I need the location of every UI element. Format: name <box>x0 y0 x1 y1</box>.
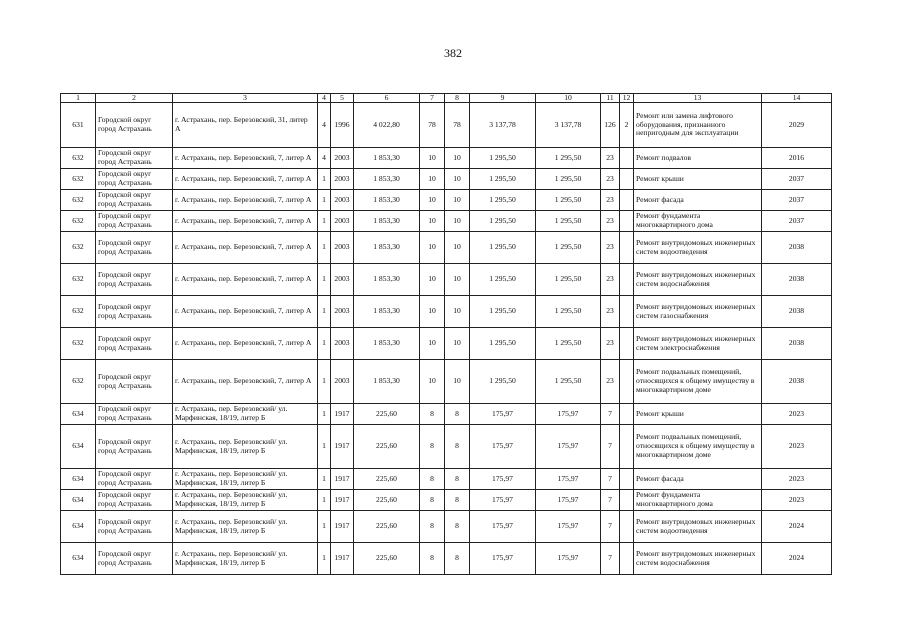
col9-cell: 1 295,50 <box>470 169 536 190</box>
area-cell: 225,60 <box>354 469 420 490</box>
col9-cell: 1 295,50 <box>470 296 536 328</box>
col12-cell <box>620 490 634 511</box>
work-type-cell: Ремонт подвальных помещений, относящихся к общему имуществу в многоквартирном доме <box>634 360 762 404</box>
table-row <box>61 360 832 404</box>
col12-cell <box>620 190 634 211</box>
row-number-cell: 634 <box>61 543 96 575</box>
work-type-cell: Ремонт крыши <box>634 169 762 190</box>
col8-cell: 10 <box>445 148 470 169</box>
year-cell: 2003 <box>331 211 354 232</box>
area-cell: 1 853,30 <box>354 264 420 296</box>
col10-cell: 1 295,50 <box>536 148 601 169</box>
row-number-cell: 634 <box>61 425 96 469</box>
work-type-cell: Ремонт фасада <box>634 469 762 490</box>
col12-cell: 2 <box>620 103 634 148</box>
area-cell: 1 853,30 <box>354 211 420 232</box>
col4-cell: 1 <box>318 360 331 404</box>
col4-cell: 1 <box>318 211 331 232</box>
district-cell: Городской округ город Астрахань <box>96 232 173 264</box>
address-cell: г. Астрахань, пер. Березовский, 7, литер А <box>173 360 318 404</box>
work-type-cell: Ремонт внутридомовых инженерных систем водоснабжения <box>634 264 762 296</box>
row-number-cell: 632 <box>61 360 96 404</box>
col9-cell: 1 295,50 <box>470 360 536 404</box>
col11-cell: 23 <box>601 148 620 169</box>
area-cell: 1 853,30 <box>354 148 420 169</box>
col10-cell: 175,97 <box>536 425 601 469</box>
planned-year-cell: 2023 <box>762 490 832 511</box>
column-header: 8 <box>445 94 470 103</box>
address-cell: г. Астрахань, пер. Березовский, 7, литер А <box>173 190 318 211</box>
row-number-cell: 632 <box>61 232 96 264</box>
col4-cell: 1 <box>318 543 331 575</box>
col12-cell <box>620 328 634 360</box>
col7-cell: 8 <box>420 543 445 575</box>
col8-cell: 10 <box>445 360 470 404</box>
col11-cell: 7 <box>601 511 620 543</box>
table-row <box>61 190 832 211</box>
col11-cell: 23 <box>601 232 620 264</box>
row-number-cell: 632 <box>61 169 96 190</box>
work-type-cell: Ремонт подвальных помещений, относящихся к общему имуществу в многоквартирном доме <box>634 425 762 469</box>
area-cell: 1 853,30 <box>354 190 420 211</box>
area-cell: 4 022,80 <box>354 103 420 148</box>
year-cell: 1917 <box>331 490 354 511</box>
header-row <box>61 94 832 103</box>
district-cell: Городской округ город Астрахань <box>96 404 173 425</box>
col4-cell: 1 <box>318 264 331 296</box>
row-number-cell: 631 <box>61 103 96 148</box>
col4-cell: 1 <box>318 490 331 511</box>
col4-cell: 1 <box>318 469 331 490</box>
planned-year-cell: 2038 <box>762 328 832 360</box>
col7-cell: 8 <box>420 404 445 425</box>
area-cell: 225,60 <box>354 511 420 543</box>
work-type-cell: Ремонт фасада <box>634 190 762 211</box>
col10-cell: 1 295,50 <box>536 264 601 296</box>
district-cell: Городской округ город Астрахань <box>96 190 173 211</box>
table-row <box>61 328 832 360</box>
col7-cell: 10 <box>420 232 445 264</box>
district-cell: Городской округ город Астрахань <box>96 148 173 169</box>
col8-cell: 8 <box>445 543 470 575</box>
col9-cell: 175,97 <box>470 490 536 511</box>
district-cell: Городской округ город Астрахань <box>96 360 173 404</box>
col7-cell: 8 <box>420 490 445 511</box>
table-row <box>61 211 832 232</box>
col8-cell: 8 <box>445 490 470 511</box>
col12-cell <box>620 425 634 469</box>
work-type-cell: Ремонт фундамента многоквартирного дома <box>634 211 762 232</box>
year-cell: 1917 <box>331 425 354 469</box>
column-header: 12 <box>620 94 634 103</box>
col7-cell: 10 <box>420 328 445 360</box>
col9-cell: 175,97 <box>470 543 536 575</box>
col8-cell: 10 <box>445 211 470 232</box>
col4-cell: 4 <box>318 148 331 169</box>
col7-cell: 10 <box>420 148 445 169</box>
col12-cell <box>620 232 634 264</box>
col4-cell: 4 <box>318 103 331 148</box>
row-number-cell: 632 <box>61 328 96 360</box>
table-row <box>61 148 832 169</box>
planned-year-cell: 2037 <box>762 190 832 211</box>
col7-cell: 10 <box>420 190 445 211</box>
column-header: 4 <box>318 94 331 103</box>
work-type-cell: Ремонт подвалов <box>634 148 762 169</box>
col8-cell: 10 <box>445 232 470 264</box>
year-cell: 2003 <box>331 264 354 296</box>
col8-cell: 8 <box>445 425 470 469</box>
planned-year-cell: 2038 <box>762 264 832 296</box>
col7-cell: 8 <box>420 425 445 469</box>
address-cell: г. Астрахань, пер. Березовский, 7, литер А <box>173 232 318 264</box>
planned-year-cell: 2038 <box>762 232 832 264</box>
column-header: 5 <box>331 94 354 103</box>
col9-cell: 3 137,78 <box>470 103 536 148</box>
row-number-cell: 632 <box>61 148 96 169</box>
col7-cell: 10 <box>420 360 445 404</box>
column-header: 2 <box>96 94 173 103</box>
year-cell: 2003 <box>331 190 354 211</box>
year-cell: 2003 <box>331 148 354 169</box>
work-type-cell: Ремонт фундамента многоквартирного дома <box>634 490 762 511</box>
column-header: 11 <box>601 94 620 103</box>
col8-cell: 8 <box>445 469 470 490</box>
planned-year-cell: 2029 <box>762 103 832 148</box>
row-number-cell: 634 <box>61 490 96 511</box>
address-cell: г. Астрахань, пер. Березовский, 7, литер А <box>173 211 318 232</box>
col12-cell <box>620 296 634 328</box>
planned-year-cell: 2023 <box>762 425 832 469</box>
year-cell: 1917 <box>331 469 354 490</box>
year-cell: 2003 <box>331 232 354 264</box>
col11-cell: 23 <box>601 190 620 211</box>
column-header: 7 <box>420 94 445 103</box>
col10-cell: 175,97 <box>536 490 601 511</box>
address-cell: г. Астрахань, пер. Березовский, 7, литер А <box>173 328 318 360</box>
planned-year-cell: 2038 <box>762 296 832 328</box>
column-header: 6 <box>354 94 420 103</box>
col4-cell: 1 <box>318 404 331 425</box>
col8-cell: 10 <box>445 169 470 190</box>
row-number-cell: 632 <box>61 264 96 296</box>
planned-year-cell: 2037 <box>762 169 832 190</box>
planned-year-cell: 2038 <box>762 360 832 404</box>
district-cell: Городской округ город Астрахань <box>96 469 173 490</box>
col9-cell: 1 295,50 <box>470 148 536 169</box>
col9-cell: 1 295,50 <box>470 232 536 264</box>
table-row <box>61 425 832 469</box>
year-cell: 1917 <box>331 404 354 425</box>
column-header: 3 <box>173 94 318 103</box>
col10-cell: 1 295,50 <box>536 360 601 404</box>
district-cell: Городской округ город Астрахань <box>96 511 173 543</box>
area-cell: 225,60 <box>354 543 420 575</box>
page-number: 382 <box>444 46 462 60</box>
district-cell: Городской округ город Астрахань <box>96 490 173 511</box>
col12-cell <box>620 148 634 169</box>
col12-cell <box>620 469 634 490</box>
address-cell: г. Астрахань, пер. Березовский/ ул. Марфинская, 18/19, литер Б <box>173 404 318 425</box>
planned-year-cell: 2016 <box>762 148 832 169</box>
col12-cell <box>620 264 634 296</box>
col7-cell: 78 <box>420 103 445 148</box>
col11-cell: 23 <box>601 264 620 296</box>
row-number-cell: 634 <box>61 469 96 490</box>
table-row <box>61 490 832 511</box>
col4-cell: 1 <box>318 296 331 328</box>
area-cell: 225,60 <box>354 425 420 469</box>
district-cell: Городской округ город Астрахань <box>96 103 173 148</box>
col7-cell: 8 <box>420 511 445 543</box>
address-cell: г. Астрахань, пер. Березовский, 7, литер А <box>173 148 318 169</box>
year-cell: 2003 <box>331 328 354 360</box>
work-type-cell: Ремонт внутридомовых инженерных систем водоотведения <box>634 511 762 543</box>
col7-cell: 8 <box>420 469 445 490</box>
address-cell: г. Астрахань, пер. Березовский/ ул. Марфинская, 18/19, литер Б <box>173 511 318 543</box>
col9-cell: 1 295,50 <box>470 211 536 232</box>
col7-cell: 10 <box>420 296 445 328</box>
work-type-cell: Ремонт внутридомовых инженерных систем электроснабжения <box>634 328 762 360</box>
col11-cell: 7 <box>601 543 620 575</box>
col10-cell: 1 295,50 <box>536 328 601 360</box>
col10-cell: 175,97 <box>536 404 601 425</box>
work-type-cell: Ремонт крыши <box>634 404 762 425</box>
col10-cell: 175,97 <box>536 511 601 543</box>
col10-cell: 1 295,50 <box>536 296 601 328</box>
address-cell: г. Астрахань, пер. Березовский/ ул. Марфинская, 18/19, литер Б <box>173 543 318 575</box>
year-cell: 1996 <box>331 103 354 148</box>
col8-cell: 10 <box>445 264 470 296</box>
col11-cell: 126 <box>601 103 620 148</box>
year-cell: 1917 <box>331 543 354 575</box>
row-number-cell: 634 <box>61 404 96 425</box>
col9-cell: 1 295,50 <box>470 264 536 296</box>
col11-cell: 7 <box>601 490 620 511</box>
work-type-cell: Ремонт или замена лифтового оборудования, признанного непригодным для эксплуатации <box>634 103 762 148</box>
col12-cell <box>620 511 634 543</box>
address-cell: г. Астрахань, пер. Березовский, 7, литер А <box>173 264 318 296</box>
address-cell: г. Астрахань, пер. Березовский/ ул. Марфинская, 18/19, литер Б <box>173 469 318 490</box>
address-cell: г. Астрахань, пер. Березовский/ ул. Марфинская, 18/19, литер Б <box>173 490 318 511</box>
col7-cell: 10 <box>420 211 445 232</box>
table-row <box>61 469 832 490</box>
col11-cell: 7 <box>601 404 620 425</box>
col11-cell: 23 <box>601 328 620 360</box>
column-header: 13 <box>634 94 762 103</box>
area-cell: 1 853,30 <box>354 296 420 328</box>
address-cell: г. Астрахань, пер. Березовский/ ул. Марфинская, 18/19, литер Б <box>173 425 318 469</box>
col4-cell: 1 <box>318 169 331 190</box>
col9-cell: 175,97 <box>470 511 536 543</box>
col7-cell: 10 <box>420 169 445 190</box>
col11-cell: 23 <box>601 360 620 404</box>
col9-cell: 1 295,50 <box>470 190 536 211</box>
col9-cell: 1 295,50 <box>470 328 536 360</box>
col4-cell: 1 <box>318 425 331 469</box>
col4-cell: 1 <box>318 511 331 543</box>
col12-cell <box>620 404 634 425</box>
area-cell: 1 853,30 <box>354 232 420 264</box>
col10-cell: 1 295,50 <box>536 190 601 211</box>
repair-program-table <box>60 93 832 575</box>
district-cell: Городской округ город Астрахань <box>96 211 173 232</box>
col8-cell: 10 <box>445 190 470 211</box>
column-header: 14 <box>762 94 832 103</box>
col11-cell: 23 <box>601 211 620 232</box>
col9-cell: 175,97 <box>470 404 536 425</box>
work-type-cell: Ремонт внутридомовых инженерных систем газоснабжения <box>634 296 762 328</box>
col4-cell: 1 <box>318 190 331 211</box>
col8-cell: 8 <box>445 404 470 425</box>
table-row <box>61 543 832 575</box>
col4-cell: 1 <box>318 328 331 360</box>
district-cell: Городской округ город Астрахань <box>96 328 173 360</box>
col12-cell <box>620 169 634 190</box>
planned-year-cell: 2024 <box>762 511 832 543</box>
col8-cell: 10 <box>445 296 470 328</box>
planned-year-cell: 2023 <box>762 469 832 490</box>
col9-cell: 175,97 <box>470 425 536 469</box>
year-cell: 2003 <box>331 296 354 328</box>
col12-cell <box>620 360 634 404</box>
table-row <box>61 169 832 190</box>
col10-cell: 1 295,50 <box>536 169 601 190</box>
col11-cell: 7 <box>601 469 620 490</box>
table-row <box>61 404 832 425</box>
column-header: 10 <box>536 94 601 103</box>
planned-year-cell: 2037 <box>762 211 832 232</box>
col9-cell: 175,97 <box>470 469 536 490</box>
col8-cell: 8 <box>445 511 470 543</box>
year-cell: 2003 <box>331 169 354 190</box>
address-cell: г. Астрахань, пер. Березовский, 31, литер А <box>173 103 318 148</box>
col12-cell <box>620 543 634 575</box>
area-cell: 1 853,30 <box>354 360 420 404</box>
col10-cell: 3 137,78 <box>536 103 601 148</box>
work-type-cell: Ремонт внутридомовых инженерных систем водоотведения <box>634 232 762 264</box>
address-cell: г. Астрахань, пер. Березовский, 7, литер А <box>173 169 318 190</box>
district-cell: Городской округ город Астрахань <box>96 425 173 469</box>
col10-cell: 175,97 <box>536 543 601 575</box>
table-row <box>61 296 832 328</box>
row-number-cell: 632 <box>61 211 96 232</box>
table-row <box>61 103 832 148</box>
col10-cell: 1 295,50 <box>536 211 601 232</box>
col7-cell: 10 <box>420 264 445 296</box>
row-number-cell: 632 <box>61 296 96 328</box>
district-cell: Городской округ город Астрахань <box>96 169 173 190</box>
col11-cell: 23 <box>601 296 620 328</box>
planned-year-cell: 2024 <box>762 543 832 575</box>
year-cell: 1917 <box>331 511 354 543</box>
district-cell: Городской округ город Астрахань <box>96 543 173 575</box>
table-body <box>61 103 832 575</box>
address-cell: г. Астрахань, пер. Березовский, 7, литер А <box>173 296 318 328</box>
col11-cell: 7 <box>601 425 620 469</box>
planned-year-cell: 2023 <box>762 404 832 425</box>
area-cell: 225,60 <box>354 404 420 425</box>
work-type-cell: Ремонт внутридомовых инженерных систем водоснабжения <box>634 543 762 575</box>
area-cell: 225,60 <box>354 490 420 511</box>
col11-cell: 23 <box>601 169 620 190</box>
col10-cell: 1 295,50 <box>536 232 601 264</box>
district-cell: Городской округ город Астрахань <box>96 264 173 296</box>
table-row <box>61 511 832 543</box>
district-cell: Городской округ город Астрахань <box>96 296 173 328</box>
table-row <box>61 232 832 264</box>
area-cell: 1 853,30 <box>354 169 420 190</box>
row-number-cell: 632 <box>61 190 96 211</box>
col8-cell: 10 <box>445 328 470 360</box>
col10-cell: 175,97 <box>536 469 601 490</box>
column-header: 9 <box>470 94 536 103</box>
column-header: 1 <box>61 94 96 103</box>
row-number-cell: 634 <box>61 511 96 543</box>
col4-cell: 1 <box>318 232 331 264</box>
year-cell: 2003 <box>331 360 354 404</box>
area-cell: 1 853,30 <box>354 328 420 360</box>
table-row <box>61 264 832 296</box>
col8-cell: 78 <box>445 103 470 148</box>
col12-cell <box>620 211 634 232</box>
